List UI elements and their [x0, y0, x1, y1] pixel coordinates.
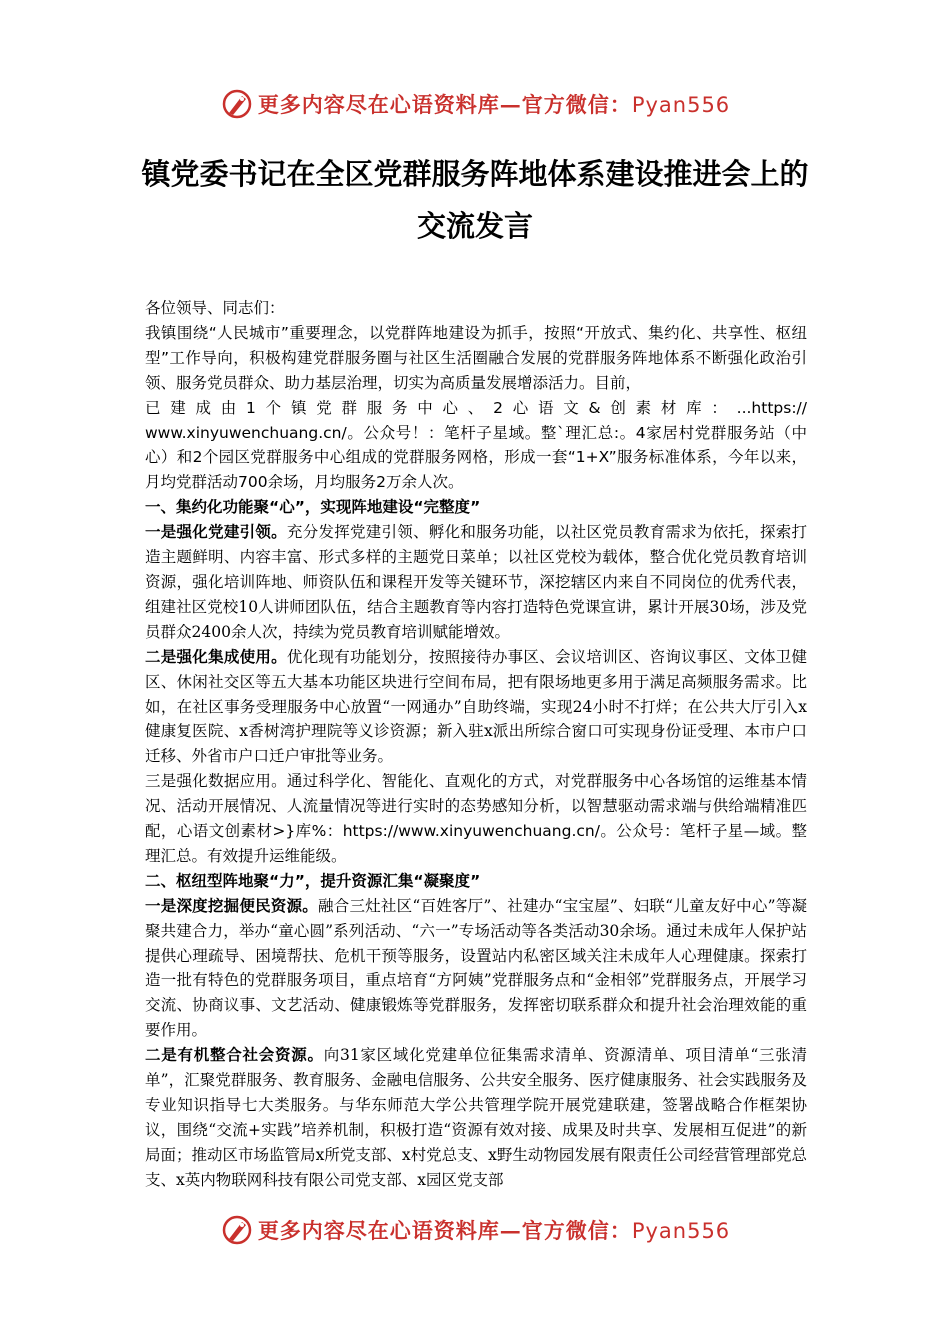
- section-1-paragraph-1: [145, 520, 807, 645]
- intro-part-c: www.xinyuwenchuang.cn/。公众号！：笔杆子星域。整`理汇总:。4家居村党群服务站（中心）和2个园区党群服务中心组成的党群服务网格，形成一套“1+X”服务标准体系，今年以来，月均党群活动700余场，月均服务2万余人次。: [145, 423, 807, 492]
- document-title: [120, 148, 830, 252]
- section-1-paragraph-3: 三是强化数据应用。通过科学化、智能化、直观化的方式，对党群服务中心各场馆的运维基本情况、活动开展情况、人流量情况等进行实时的态势感知分析，以智慧驱动需求端与供给端精准匹配，心语文创素材>}库%：https://www.xinyuwenchuang.cn/。公众号：笔杆子星—域。整理汇总。有效提升运维能级。: [145, 772, 807, 865]
- intro-paragraph: [145, 321, 807, 396]
- paragraph-lead: 一是深度挖掘便民资源。: [145, 896, 318, 915]
- section-2-paragraph-1: [145, 894, 807, 1043]
- title-line-1: 镇党委书记在全区党群服务阵地体系建设推进会上的: [141, 157, 809, 191]
- section-2-paragraph-2: [145, 1043, 807, 1192]
- watermark-text: 更多内容尽在心语资料库—官方微信：Pyan556: [257, 92, 731, 117]
- salutation: 各位领导、同志们：: [145, 299, 285, 317]
- paragraph-body: 优化现有功能划分，按照接待办事区、会议培训区、咨询议事区、文体卫健区、休闲社交区等五大基本功能区块进行空间布局，把有限场地更多用于满足高频服务需求。比如，在社区事务受理服务中心放置“一网通办”自助终端，实现24小时不打烊；在公共大厅引入x健康复医院、x香树湾护理院等义诊资源；新入驻x派出所综合窗口可实现身份证受理、本市户口迁移、外省市户口迁户审批等业务。: [145, 647, 807, 766]
- section-1-heading: 一、集约化功能聚“心”，实现阵地建设“完整度”: [145, 498, 481, 517]
- paragraph-body: 向31家区域化党建单位征集需求清单、资源清单、项目清单“三张清单”，汇聚党群服务、教育服务、金融电信服务、公共安全服务、医疗健康服务、社会实践服务及专业知识指导七大类服务。与华东师范大学公共管理学院开展党建联建，签署战略合作框架协议，围绕“交流+实践”培养机制，积极打造“资源有效对接、成果及时共享、发展相互促进”的新局面；推动区市场监管局x所党支部、x村党总支、x野生动物园发展有限责任公司经营管理部党总支、x英内物联网科技有限公司党支部、x园区党支部: [145, 1046, 807, 1189]
- document-body: [145, 296, 807, 1193]
- intro-spread-line: 已建成由1个镇党群服务中心、2心语文&创素材库：...https://: [145, 398, 807, 417]
- watermark-wechat-id: Pyan556: [631, 93, 731, 117]
- paragraph-lead: 二是强化集成使用。: [145, 647, 287, 666]
- paragraph-lead: 一是强化党建引领。: [145, 523, 287, 542]
- section-1-paragraph-2: [145, 645, 807, 770]
- paragraph-body: 充分发挥党建引领、孵化和服务功能，以社区党员教育需求为依托，探索打造主题鲜明、内容丰富、形式多样的主题党日菜单；以社区党校为载体，整合优化党员教育培训资源，强化培训阵地、师资队伍和课程开发等关键环节，深挖辖区内来自不同岗位的优秀代表，组建社区党校10人讲师团队伍，结合主题教育等内容打造特色党课宣讲，累计开展30场，涉及党员群众2400余人次，持续为党员教育培训赋能增效。: [145, 523, 807, 641]
- watermark-banner-top: [0, 82, 950, 126]
- paragraph-lead: 二是有机整合社会资源。: [145, 1046, 324, 1065]
- intro-part-a: 我镇围绕“人民城市”重要理念，以党群阵地建设为抓手，按照“开放式、集约化、共享性、枢纽型”工作导向，积极构建党群服务圈与社区生活圈融合发展的党群服务阵地体系不断强化政治引领、服务党员群众、助力基层治理，切实为高质量发展增添活力。目前，: [145, 323, 807, 392]
- pen-nib-logo-icon: [220, 87, 254, 121]
- section-2-heading: 二、枢纽型阵地聚“力”，提升资源汇集“凝聚度”: [145, 871, 481, 890]
- watermark-banner-bottom: [0, 1208, 950, 1252]
- pen-nib-logo-icon: [220, 1213, 254, 1247]
- watermark-text: 更多内容尽在心语资料库—官方微信：Pyan556: [257, 1218, 731, 1243]
- paragraph-body: 融合三灶社区“百姓客厅”、社建办“宝宝屋”、妇联“儿童友好中心”等凝聚共建合力，举办“童心圆”系列活动、“六一”专场活动等各类活动30余场。通过未成年人保护站提供心理疏导、困境帮扶、危机干预等服务，设置站内私密区域关注未成年人心理健康。探索打造一批有特色的党群服务项目，重点培育“方阿姨”党群服务点和“金相邻”党群服务点，开展学习交流、协商议事、文艺活动、健康锻炼等党群服务，发挥密切联系群众和提升社会治理效能的重要作用。: [145, 896, 807, 1040]
- title-line-2: 交流发言: [416, 209, 533, 243]
- watermark-wechat-id: Pyan556: [631, 1219, 731, 1243]
